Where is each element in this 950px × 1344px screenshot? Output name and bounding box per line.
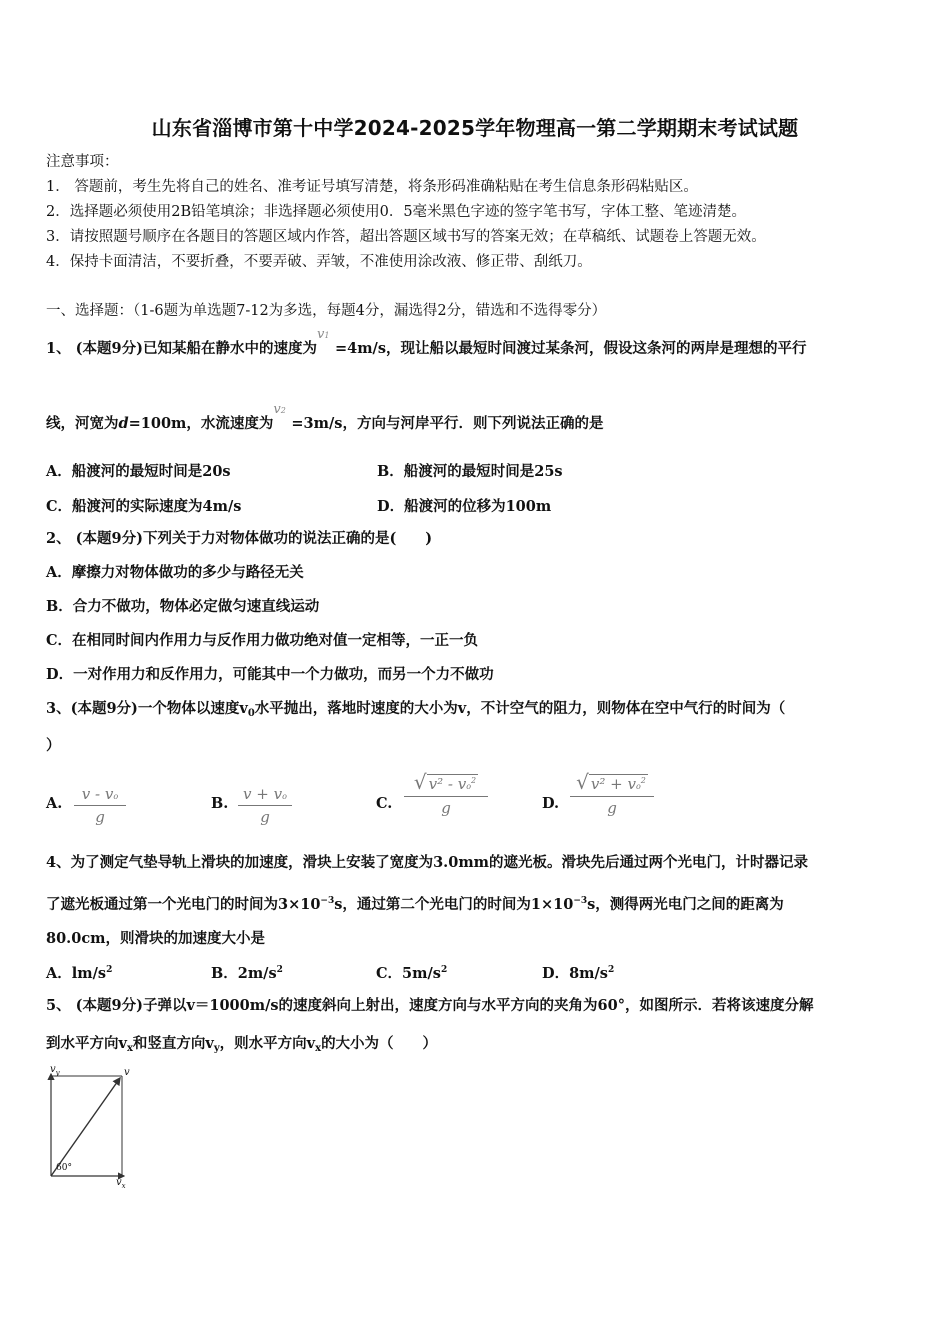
vy-label: $v_y$ xyxy=(50,1064,60,1077)
q3-stem-end: ） xyxy=(46,737,61,754)
q5-line2-d: 的大小为（ ） xyxy=(321,1035,438,1052)
q3-formula-c: √ $v^2 - vo^2$ g xyxy=(404,770,488,817)
q1-option-b[interactable]: B．船渡河的最短时间是25s xyxy=(377,463,563,480)
q3-formula-b: v + vo g xyxy=(238,785,292,826)
page-title: 山东省淄博市第十中学2024-2025学年物理高一第二学期期末考试试题 xyxy=(151,116,799,140)
q4-line2-c: s，测得两光电门之间的距离为 xyxy=(587,896,784,913)
angle-label: 60° xyxy=(56,1163,72,1173)
q1-v2-symbol: v2 xyxy=(273,402,286,417)
q1-d-symbol: d xyxy=(118,415,129,432)
q2-option-b[interactable]: B．合力不做功，物体必定做匀速直线运动 xyxy=(46,598,320,615)
q1-option-a[interactable]: A．船渡河的最短时间是20s xyxy=(46,463,231,480)
figure-svg xyxy=(44,1064,144,1194)
q1-option-d[interactable]: D．船渡河的位移为100m xyxy=(377,498,552,515)
note-item-3: 3．请按照题号顺序在各题目的答题区域内作答，超出答题区域书写的答案无效；在草稿纸、试题卷上答题无效。 xyxy=(46,229,766,245)
q1-line2 xyxy=(46,402,604,434)
section-heading: 一、选择题：（1-6题为单选题7-12为多选，每题4分，漏选得2分，错选和不选得零分） xyxy=(46,303,607,319)
q1-text-d: =100m，水流速度为 xyxy=(128,415,274,432)
q3-formula-a: v - vo g xyxy=(74,785,126,826)
note-item-1: 1． 答题前，考生先将自己的姓名、准考证号填写清楚，将条形码准确粘贴在考生信息条形码粘贴区。 xyxy=(46,179,698,195)
q3-stem-a: 3、(本题9分)一个物体以速度v xyxy=(46,700,248,717)
q3-stem-sub: 0 xyxy=(247,708,255,719)
q3-option-a-label[interactable]: A. xyxy=(46,795,63,812)
q1-v1-symbol: v1 xyxy=(316,327,330,342)
q4-line3: 80.0cm，则滑块的加速度大小是 xyxy=(46,930,265,947)
q5-line1: 5、 (本题9分)子弹以v＝1000m/s的速度斜向上射出，速度方向与水平方向的夹角为60°，如图所示．若将该速度分解 xyxy=(46,997,814,1014)
note-item-2: 2．选择题必须使用2B铅笔填涂；非选择题必须使用0．5毫米黑色字迹的签字笔书写，字体工整、笔迹清楚。 xyxy=(46,204,747,220)
q3-option-c-label[interactable]: C. xyxy=(376,795,393,812)
note-item-4: 4．保持卡面清洁，不要折叠，不要弄破、弄皱，不准使用涂改液、修正带、刮纸刀。 xyxy=(46,254,592,270)
q3-option-d-label[interactable]: D. xyxy=(542,795,560,812)
q4-exp-2: −3 xyxy=(573,896,588,906)
q3-formula-d: √ $v^2 + vo^2$ g xyxy=(570,770,654,817)
v-label: v xyxy=(124,1067,130,1078)
q1-option-c[interactable]: C．船渡河的实际速度为4m/s xyxy=(46,498,242,515)
q5-sub-y: y xyxy=(213,1043,220,1054)
q2-option-d[interactable]: D．一对作用力和反作用力，可能其中一个力做功，而另一个力不做功 xyxy=(46,666,494,683)
velocity-decomposition-figure xyxy=(44,1064,144,1194)
q4-line2-b: s，通过第二个光电门的时间为1×10 xyxy=(334,896,574,913)
q1-text-a: 1、 (本题9分)已知某船在静水中的速度为 xyxy=(46,340,317,357)
q1-text-e: =3m/s，方向与河岸平行．则下列说法正确的是 xyxy=(291,415,604,432)
q4-line2 xyxy=(46,891,784,915)
q4-option-a[interactable]: A．$lm/s^2$ xyxy=(46,965,113,982)
q1-text-b: =4m/s，现让船以最短时间渡过某条河，假设这条河的两岸是理想的平行 xyxy=(334,340,807,357)
q2-option-c[interactable]: C．在相同时间内作用力与反作用力做功绝对值一定相等，一正一负 xyxy=(46,632,479,649)
q5-sub-x-2: x xyxy=(315,1043,322,1054)
q3-stem xyxy=(46,699,785,724)
q2-stem: 2、 (本题9分)下列关于力对物体做功的说法正确的是( ) xyxy=(46,530,433,547)
q3-option-b-label[interactable]: B. xyxy=(211,795,229,812)
q1-text-c: 线，河宽为 xyxy=(46,415,119,432)
q5-line2-c: ，则水平方向v xyxy=(219,1035,316,1052)
q5-line2 xyxy=(46,1034,437,1059)
q4-option-c[interactable]: C．$5m/s^2$ xyxy=(376,965,448,982)
notes-heading: 注意事项： xyxy=(46,154,119,170)
q5-line2-a: 到水平方向v xyxy=(46,1035,127,1052)
q4-line2-a: 了遮光板通过第一个光电门的时间为3×10 xyxy=(46,896,321,913)
q5-sub-x: x xyxy=(126,1043,133,1054)
q3-stem-b: 水平抛出，落地时速度的大小为v，不计空气的阻力，则物体在空中气行的时间为（ xyxy=(254,700,786,717)
q4-option-d[interactable]: D．$8m/s^2$ xyxy=(542,965,615,982)
v-vector-line xyxy=(51,1078,120,1176)
q2-option-a[interactable]: A．摩擦力对物体做功的多少与路径无关 xyxy=(46,564,304,581)
q1-line1 xyxy=(46,327,807,359)
q4-exp-1: −3 xyxy=(320,896,335,906)
q4-line1: 4、为了测定气垫导轨上滑块的加速度，滑块上安装了宽度为3.0mm的遮光板。滑块先后通过两个光电门，计时器记录 xyxy=(46,854,808,871)
q5-line2-b: 和竖直方向v xyxy=(132,1035,214,1052)
q4-option-b[interactable]: B．$2m/s^2$ xyxy=(211,965,283,982)
vx-label: $v_x$ xyxy=(116,1177,126,1190)
